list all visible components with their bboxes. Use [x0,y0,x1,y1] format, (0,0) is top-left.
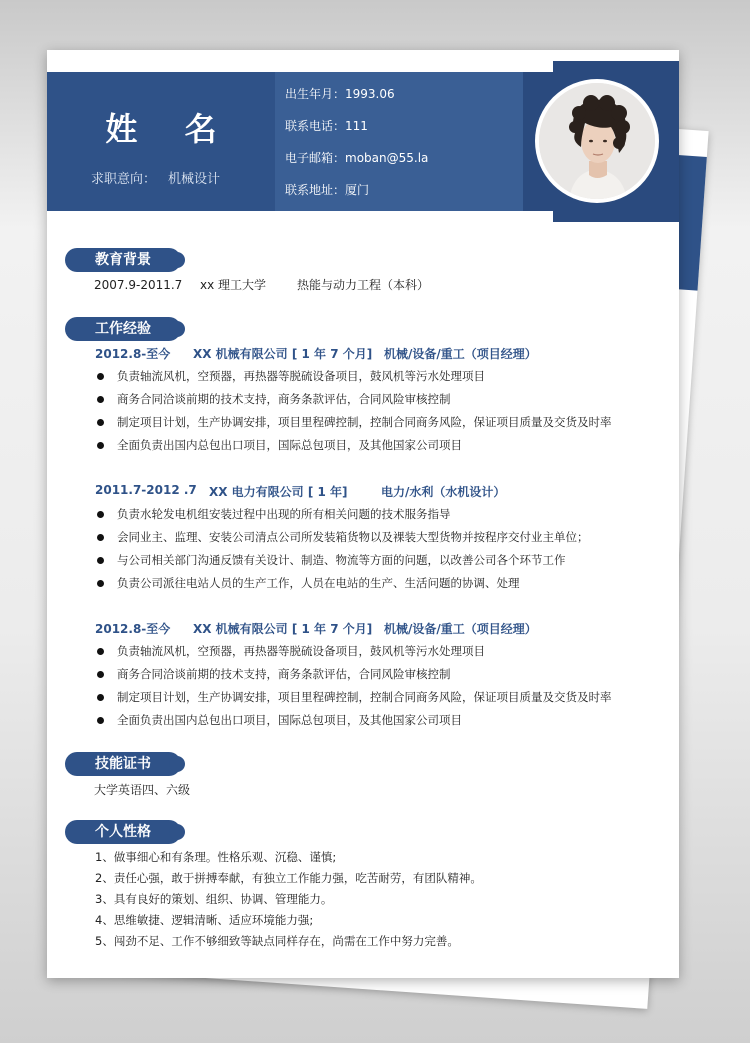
job-role: 电力/水利（水机设计） [381,485,506,499]
education-school: xx 理工大学 [200,278,267,292]
job-intent-label: 求职意向： [91,172,157,187]
list-item: 负责轴流风机，空预器，再热器等脱硫设备项目，鼓风机等污水处理项目 [95,642,612,665]
list-item: 3、具有良好的策划、组织、协调、管理能力。 [95,892,333,906]
job-intent [91,168,232,187]
list-item: 与公司相关部门沟通反馈有关设计、制造、物流等方面的问题，以改善公司各个环节工作 [95,551,589,574]
list-item: 1、做事细心和有条理。性格乐观、沉稳、谨慎; [95,850,337,864]
job-company: XX 电力有限公司 [ 1 年] [209,485,348,499]
email-address: 电子邮箱：moban@55.la [285,151,429,165]
list-item: 制定项目计划，生产协调安排，项目里程碑控制，控制合同商务风险，保证项目质量及交货及时率 [95,688,612,711]
job-duties-list [95,642,612,734]
list-item: 4、思维敏捷、逻辑清晰、适应环境能力强; [95,913,314,927]
list-item: 负责轴流风机，空预器，再热器等脱硫设备项目，鼓风机等污水处理项目 [95,367,612,390]
avatar-portrait [539,83,655,199]
section-title-work: 工作经验 [65,317,181,341]
list-item: 制定项目计划，生产协调安排，项目里程碑控制，控制合同商务风险，保证项目质量及交货及时率 [95,413,612,436]
skills-text: 大学英语四、六级 [94,783,191,797]
home-address: 联系地址：厦门 [285,183,370,197]
list-item: 全面负责出国内总包出口项目，国际总包项目，及其他国家公司项目 [95,711,612,734]
job-intent-value: 机械设计 [168,172,221,187]
personality-list [95,848,482,953]
education-row [94,276,429,293]
job-company: XX 机械有限公司 [ 1 年 7 个月] [193,622,373,636]
list-item: 负责公司派往电站人员的生产工作，人员在电站的生产、生活问题的协调、处理 [95,574,589,597]
candidate-name: 姓 名 [105,110,235,148]
resume-header [47,72,679,211]
job-period: 2011.7-2012 .7 [95,483,197,497]
job-period: 2012.8-至今 [95,347,171,361]
birth-date: 出生年月：1993.06 [285,87,395,101]
job-role: 机械/设备/重工（项目经理） [384,347,537,361]
job-duties-list [95,505,589,597]
job-duties-list [95,367,612,459]
phone-number: 联系电话：111 [285,119,368,133]
list-item: 商务合同洽谈前期的技术支持，商务条款评估，合同风险审核控制 [95,665,612,688]
job-company: XX 机械有限公司 [ 1 年 7 个月] [193,347,373,361]
list-item: 5、闯劲不足、工作不够细致等缺点同样存在，尚需在工作中努力完善。 [95,934,459,948]
list-item: 2、责任心强，敢于拼搏奉献，有独立工作能力强，吃苦耐劳，有团队精神。 [95,871,482,885]
list-item: 负责水轮发电机组安装过程中出现的所有相关问题的技术服务指导 [95,505,589,528]
section-title-education: 教育背景 [65,248,181,272]
section-title-personality: 个人性格 [65,820,181,844]
avatar [535,79,659,203]
header-name-block [47,72,275,211]
list-item: 商务合同洽谈前期的技术支持，商务条款评估，合同风险审核控制 [95,390,612,413]
resume-page [47,50,679,978]
education-period: 2007.9-2011.7 [94,278,183,292]
section-title-skills: 技能证书 [65,752,181,776]
education-major: 热能与动力工程（本科） [297,278,430,292]
list-item: 全面负责出国内总包出口项目，国际总包项目，及其他国家公司项目 [95,436,612,459]
job-role: 机械/设备/重工（项目经理） [384,622,537,636]
contact-info-list [285,84,428,212]
list-item: 会同业主、监理、安装公司清点公司所发装箱货物以及裸装大型货物并按程序交付业主单位； [95,528,589,551]
job-period: 2012.8-至今 [95,622,171,636]
